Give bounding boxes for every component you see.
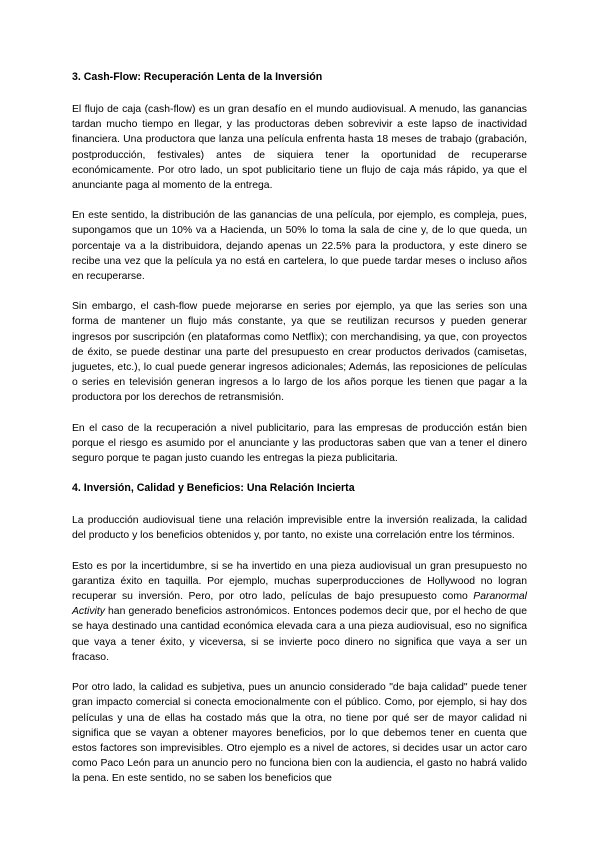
section-3-paragraph-1: El flujo de caja (cash-flow) es un gran desafío en el mundo audiovisual. A menudo, las ganancias tardan mucho tiempo en llegar, y las productoras deben sobrevivir a este lapso de inactividad financiera. Una productora que lanza una película enfrenta hasta 18 meses de trabajo (grabación, postproducción, festivales) antes de siquiera tener la oportunidad de recuperarse económicamente. Por otro lado, un spot publicitario tiene un flujo de caja más rápido, ya que el anunciante paga al momento de la entrega. [72,104,527,192]
paragraph-text: han generado beneficios astronómicos. Entonces podemos decir que, por el hecho de que se haya destinado una cantidad económica elevada cara a una pieza audiovisual, eso no significa que vaya a tener éxito, y viceversa, si se invierte poco dinero no significa que vaya a ser un fracaso. [72,606,527,663]
section-4-paragraph-1: La producción audiovisual tiene una relación imprevisible entre la inversión realizada, la calidad del producto y los beneficios obtenidos y, por tanto, no existe una correlación entre los términos. [72,515,527,542]
paragraph-text: Esto es por la incertidumbre, si se ha invertido en una pieza audiovisual un gran presupuesto no garantiza éxito en taquilla. Por ejemplo, muchas superproducciones de Hollywood no logran recuperar su inversión. Pero, por otro lado, películas de bajo presupuesto como [72,560,527,603]
section-3-paragraph-4: En el caso de la recuperación a nivel publicitario, para las empresas de producción están bien porque el riesgo es asumido por el anunciante y las productoras saben que van a tener el dinero seguro porque te pagan justo cuando les entregas la pieza publicitaria. [72,422,527,465]
document-page [72,70,527,802]
film-title: Paranormal Activity [72,591,527,618]
section-3-heading: 3. Cash-Flow: Recuperación Lenta de la Inversión [72,71,323,83]
section-4-paragraph-2 [72,559,527,665]
section-4-paragraph-3: Por otro lado, la calidad es subjetiva, pues un anuncio considerado "de baja calidad" puede tener gran impacto comercial si conecta emocionalmente con el público. Como, por ejemplo, si hay dos películas y una de ellas ha costado más que la otra, no tiene por qué ser de mayor calidad ni significa que se vayan a obtener mayores beneficios, por lo que debemos tener en cuenta que estos factores son imprevisibles. Otro ejemplo es a nivel de actores, si decides usar un actor caro como Paco León para un anuncio pero no funciona bien con la audiencia, el gasto no habrá valido la pena. En este sentido, no se saben los beneficios que [72,682,527,785]
section-3-paragraph-3: Sin embargo, el cash-flow puede mejorarse en series por ejemplo, ya que las series son una forma de mantener un flujo más constante, ya que se reutilizan recursos y pueden generar ingresos por suscripción (en plataformas como Netflix); con merchandising, ya que, con proyectos de éxito, se puede destinar una parte del presupuesto en crear productos derivados (camisetas, juguetes, etc.), lo cual puede generar ingresos adicionales; Además, las reposiciones de películas o series en televisión generan ingresos a lo largo de los años porque les tienen que pagar a la productora por los derechos de retransmisión. [72,301,527,404]
section-4-heading: 4. Inversión, Calidad y Beneficios: Una Relación Incierta [72,482,355,495]
section-3-paragraph-2: En este sentido, la distribución de las ganancias de una película, por ejemplo, es compleja, pues, supongamos que un 10% va a Hacienda, un 50% lo toma la sala de cine y, de lo que queda, un porcentaje va a la distribuidora, dejando apenas un 22.5% para la productora, y este dinero se recibe una vez que la película ya no está en cartelera, lo que puede tardar meses o incluso años en recuperarse. [72,210,527,283]
